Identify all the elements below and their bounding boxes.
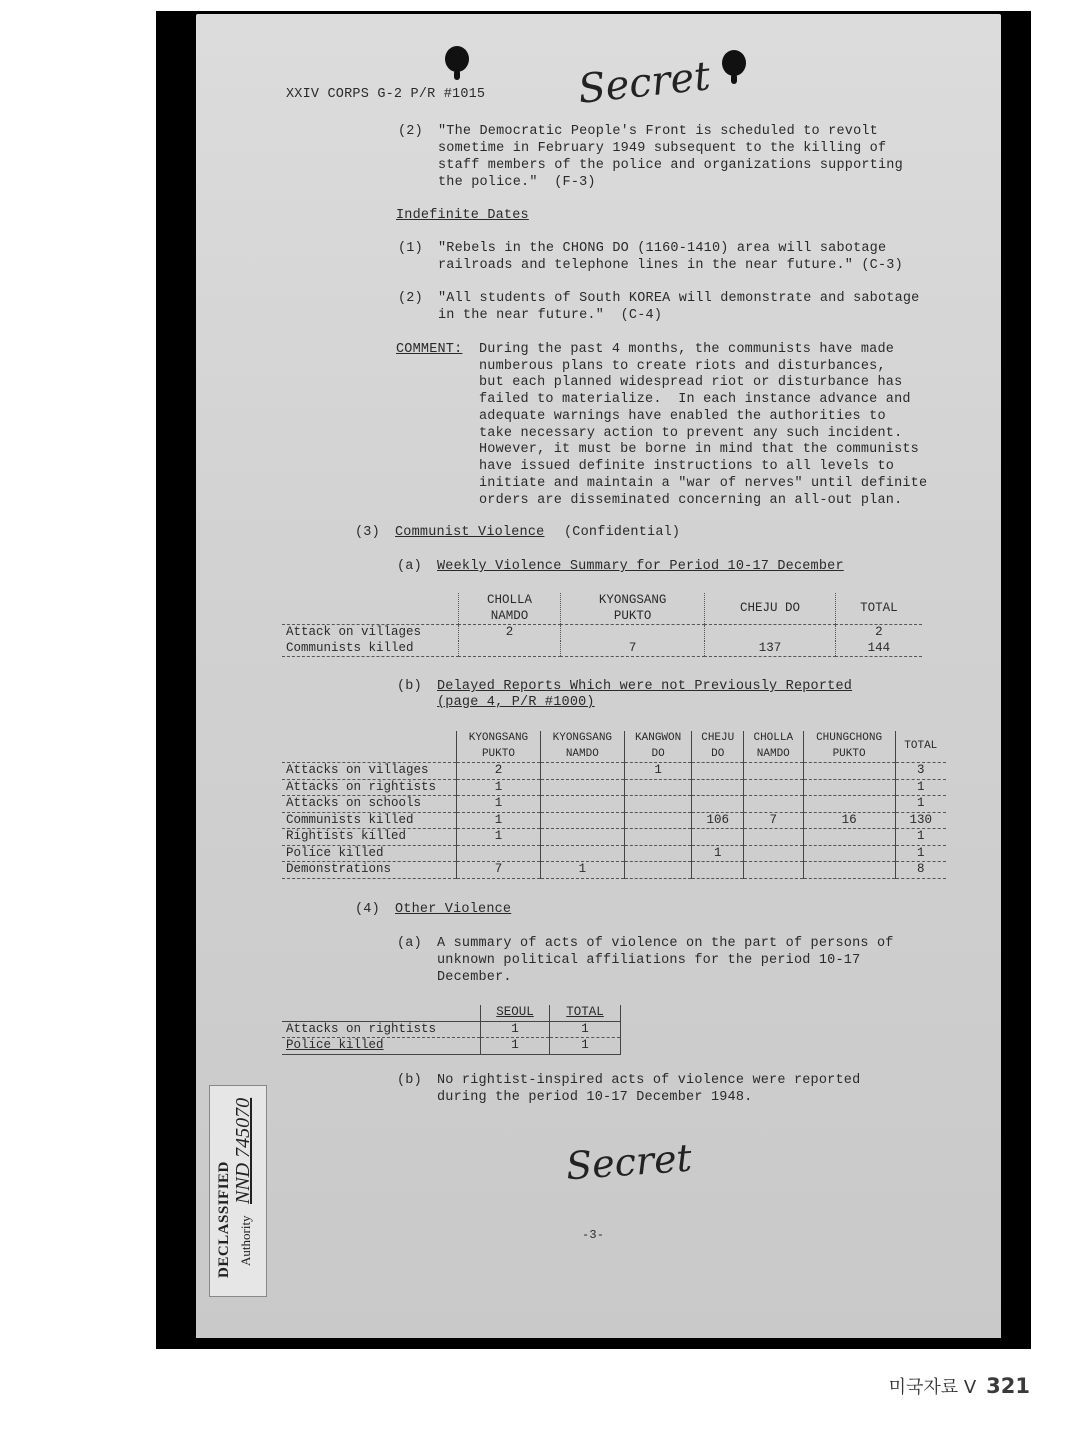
- comment-label: COMMENT:: [396, 342, 463, 357]
- table-row: Attacks on rightists 1 1: [282, 779, 946, 796]
- subsection-number: (a): [397, 936, 422, 951]
- item-text-line: in the near future." (C-4): [438, 308, 663, 323]
- comment-line: failed to materialize. In each instance advance and: [479, 392, 911, 407]
- table-row: Demonstrations 7 1 8: [282, 862, 946, 879]
- col-header: CHEJU DO: [705, 593, 835, 625]
- table-row: Attacks on rightists 1 1: [282, 1021, 621, 1038]
- subsection-text-line: December.: [437, 970, 512, 985]
- subsection-title: Delayed Reports Which were not Previously Reported: [437, 679, 853, 694]
- item-text-line: "All students of South KOREA will demonstrate and sabotage: [438, 291, 920, 306]
- table-row: Attacks on villages 2 1 3: [282, 763, 946, 780]
- comment-line: take necessary action to prevent any such incident.: [479, 426, 903, 441]
- stamp-authority-label: Authority: [238, 1215, 253, 1266]
- item-text-line: the police." (F-3): [438, 175, 596, 190]
- comment-line: However, it must be borne in mind that the communists: [479, 442, 919, 457]
- subsection-title-ref: (page 4, P/R #1000): [437, 695, 595, 710]
- item-number: (2): [398, 124, 423, 139]
- table-row: Police killed 1 1: [282, 1038, 621, 1055]
- stamp-authority-number: NND 745070: [232, 1097, 254, 1204]
- col-header: CHOLLA NAMDO: [459, 593, 561, 625]
- comment-line: During the past 4 months, the communists have made: [479, 342, 895, 357]
- item-number: (1): [398, 241, 423, 256]
- section-title: Other Violence: [395, 902, 512, 917]
- subsection-title: Weekly Violence Summary for Period 10-17 December: [437, 559, 844, 574]
- table-row: Attacks on schools 1 1: [282, 796, 946, 813]
- handwritten-secret-bottom: Secret: [564, 1135, 694, 1189]
- subsection-number: (b): [397, 1073, 422, 1088]
- section-number: (3): [355, 525, 380, 540]
- document-sheet: [196, 14, 1001, 1338]
- declassified-stamp: [209, 1085, 267, 1297]
- document-reference: XXIV CORPS G-2 P/R #1015: [286, 87, 486, 102]
- item-text-line: sometime in February 1949 subsequent to the killing of: [438, 141, 887, 156]
- handwritten-secret-top: Secret: [575, 53, 713, 113]
- weekly-violence-table: [282, 593, 922, 657]
- book-section-label: 미국자료 V: [888, 1377, 977, 1398]
- subsection-text-line: during the period 10-17 December 1948.: [437, 1090, 753, 1105]
- book-page-number: 321: [986, 1374, 1030, 1398]
- table-row: Police killed 1 1: [282, 845, 946, 862]
- section-number: (4): [355, 902, 380, 917]
- stamp-declassified: DECLASSIFIED: [216, 1161, 232, 1278]
- section-classification: (Confidential): [564, 525, 681, 540]
- col-header: TOTAL: [835, 593, 922, 625]
- comment-line: orders are disseminated concerning an all-out plan.: [479, 493, 903, 508]
- table-row: Communists killed 1 106 7 16 130: [282, 812, 946, 829]
- punch-hole-left: [445, 46, 469, 72]
- delayed-reports-table: KYONGSANG PUKTO KYONGSANG NAMDO KANGWON DO CHEJU DO CHOLLA NAMDO CHUNGCHONG PUKTO TOTAL Attacks on villages 2 1 3 Attacks on rightists 1 1 Attacks on schools 1 1 Communists killed 1 106 7 16 130 Rightists killed 1 1 Police killed 1 1 Demonstrations 7 1 8: [282, 731, 946, 879]
- section-title: Communist Violence: [395, 525, 545, 540]
- subsection-text-line: unknown political affiliations for the period 10-17: [437, 953, 861, 968]
- item-text-line: "Rebels in the CHONG DO (1160-1410) area will sabotage: [438, 241, 887, 256]
- item-number: (2): [398, 291, 423, 306]
- punch-hole-right: [722, 50, 746, 76]
- comment-line: have issued definite instructions to all levels to: [479, 459, 895, 474]
- subsection-text-line: A summary of acts of violence on the part of persons of: [437, 936, 894, 951]
- sheet-page-number: -3-: [582, 1228, 605, 1242]
- comment-line: but each planned widespread riot or disturbance has: [479, 375, 903, 390]
- col-header: KYONGSANG PUKTO: [560, 593, 704, 625]
- subsection-number: (a): [397, 559, 422, 574]
- table-row: Attack on villages 2 2: [282, 625, 922, 641]
- comment-line: initiate and maintain a "war of nerves" until definite: [479, 476, 928, 491]
- table-row: Rightists killed 1 1: [282, 829, 946, 846]
- subsection-text-line: No rightist-inspired acts of violence were reported: [437, 1073, 861, 1088]
- comment-line: adequate warnings have enabled the authorities to: [479, 409, 886, 424]
- item-text-line: staff members of the police and organizations supporting: [438, 158, 903, 173]
- item-text-line: railroads and telephone lines in the near future." (C-3): [438, 258, 903, 273]
- comment-line: numberous plans to create riots and disturbances,: [479, 359, 886, 374]
- subsection-number: (b): [397, 679, 422, 694]
- indefinite-dates-heading: Indefinite Dates: [396, 208, 529, 223]
- book-footer: [889, 1373, 1030, 1399]
- other-violence-table: SEOUL TOTAL Attacks on rightists 1 1 Police killed 1 1: [282, 1005, 621, 1055]
- table-row: Communists killed 7 137 144: [282, 641, 922, 657]
- item-text-line: "The Democratic People's Front is scheduled to revolt: [438, 124, 878, 139]
